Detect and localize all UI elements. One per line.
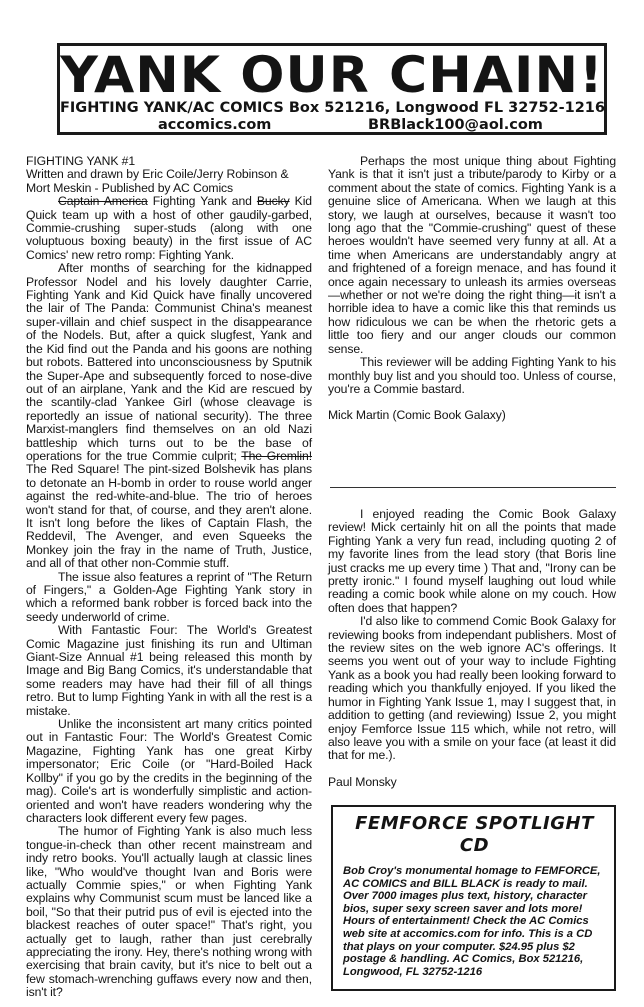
letter-column — [328, 508, 616, 789]
review-credits: Written and drawn by Eric Coile/Jerry Robinson & Mort Meskin - Published by AC Comics — [26, 167, 289, 195]
website-link[interactable]: accomics.com — [158, 117, 272, 133]
review-paragraph-1: Captain America Fighting Yank and Bucky Kid Quick team up with a host of other gaudily-garbed, Commie-crushing super-studs (along with one voluptuous boxing beauty) in the first issue of AC Comics' new retro romp: Fighting Yank. — [26, 194, 312, 262]
ad-body: Bob Croy's monumental homage to FEMFORCE, AC COMICS and BILL BLACK is ready to mail. Over 7000 images plus text, history, character bios, super sexy screen saver and lots more! Hours of entertainment! Check the AC Comics web site at accomics.com for info. This is a CD that plays on your computer. $24.95 plus $2 postage & handling. AC Comics, Box 521216, Longwood, FL 32752-1216 — [343, 865, 601, 978]
review-paragraph-4: With Fantastic Four: The World's Greatest Comic Magazine just finishing its run and Ultiman Giant-Size Annual #1 being released this month by Image and Big Bang Comics, it's understandable that some readers may have had their fill of all things retro. But to lump Fighting Yank in with all the rest is a mistake. — [26, 623, 312, 718]
review-paragraph-6: The humor of Fighting Yank is also much less tongue-in-check than other recent mainstream and indy retro books. You'll actually laugh at classic lines like, "Who would've thought Ivan and Boris were actually Commie spies," or when Fighting Yank explains why Communist scum must be lanced like a boil, "So that their putrid pus of evil is ejected into the blackest reaches of outer space!" That's right, you actually get to laugh, rather than just cerebrally appreciating the irony. Hey, there's nothing wrong with exercising that brain cavity, but it's nice to belt out a few stomach-wrenching guffaws every now and then, isn't it? — [26, 824, 312, 1000]
review-column-left — [26, 155, 312, 1000]
address-line: FIGHTING YANK/AC COMICS Box 521216, Longwood FL 32752-1216 — [60, 100, 605, 116]
masthead-box — [57, 43, 607, 135]
email-link[interactable]: BRBlack100@aol.com — [368, 117, 543, 133]
letter-paragraph-2: I'd also like to commend Comic Book Galaxy for reviewing books from independant publishers. Most of the review sites on the web ignore AC's offerings. It seems you went out of your way to include Fighting Yank as a book you had really been looking forward to reading which you thankfully enjoyed. If you liked the humor in Fighting Yank Issue 1, may I suggest that, in addition to getting (and reviewing) Issue 2, you might enjoy Femforce Issue 115 which, while not retro, will also leave you with a smile on your face (at least it did that for me.). — [328, 614, 616, 763]
struck-text-captain-america: Captain America — [58, 194, 148, 209]
review-title: FIGHTING YANK #1 — [26, 154, 136, 168]
letter-signature: Paul Monsky — [328, 774, 397, 789]
section-divider — [330, 487, 616, 488]
review-paragraph-2: After months of searching for the kidnapped Professor Nodel and his lovely daughter Carrie, Fighting Yank and Kid Quick have finally uncovered the lair of The Panda: Communist China's meanest super-villain and chief suspect in the disappearance of the Nodels. But, after a quick slugfest, Yank and the Kid find out the Panda and his goons are nothing but robots. Battered into unconsciousness by Sputnik the Super-Ape and subsequently forced to nose-dive out of an airplane, Yank and the Kid are rescued by the scantily-clad Yankee Girl (whose cleavage is reportedly an issue of national security). The three Marxist-manglers find themselves on an old Nazi battleship which turns out to be the base of operations for the true Commie culprit; The Gremlin! The Red Square! The pint-sized Bolshevik has plans to detonate an H-bomb in order to rouse world anger against the red-white-and-blue. The trio of heroes won't stand for that, of course, and they aren't alone. It isn't long before the likes of Captain Flash, the Reddevil, The Avenger, and even Squeeks the Monkey join the fray in the name of Truth, Justice, and all of that other non-Commie stuff. — [26, 261, 312, 571]
review-paragraph-8: This reviewer will be adding Fighting Yank to his monthly buy list and you should too. Unless of course, you're a Commie bastard. — [328, 355, 616, 396]
struck-text-bucky: Bucky — [256, 194, 290, 209]
review-signature: Mick Martin (Comic Book Galaxy) — [328, 408, 506, 423]
letter-paragraph-1: I enjoyed reading the Comic Book Galaxy review! Mick certainly hit on all the points that made Fighting Yank a very fun read, including quoting 2 of my favorite lines from the lead story (that Boris line just cracks me up every time ) That and, "Irony can be pretty ironic." I found myself laughing out loud while reading a comic book while alone on my couch. How often does that happen? — [328, 507, 616, 615]
femforce-ad-box — [331, 805, 616, 991]
ad-title: FEMFORCE SPOTLIGHT CD — [355, 813, 594, 856]
review-paragraph-7: Perhaps the most unique thing about Fighting Yank is that it isn't just a tribute/parody to Kirby or a comment about the state of comics. Fighting Yank is a genuine slice of Americana. When we laugh at this story, we laugh at ourselves, because it wasn't too long ago that the "Commie-crushing" quest of these heroes wouldn't have seemed very funny at all. At a time when Americans are understandably angry at and frightened of a foreign menace, and has found it once again necessary to unleash its armies overseas—whether or not we're doing the right thing—it isn't a horrible idea to have a comic like this that reminds us how ridiculous we can be when the rhetoric gets a little too fiery and our anger clouds our common sense. — [328, 154, 616, 356]
page-title: YANK OUR CHAIN! — [60, 46, 604, 104]
struck-text-gremlin: The Gremlin! — [241, 448, 312, 463]
contact-line — [60, 117, 604, 134]
review-paragraph-5: Unlike the inconsistent art many critics pointed out in Fantastic Four: The World's Greatest Comic Magazine, Fighting Yank has one great Kirby impersonator; Eric Coile (or "Hard-Boiled Hack Kollby" if you go by the credits in the beginning of the mag). Coile's art is wonderfully simplistic and action-oriented and won't have readers wondering why the characters look different every few pages. — [26, 717, 312, 825]
review-column-right — [328, 155, 616, 423]
review-paragraph-3: The issue also features a reprint of "The Return of Fingers," a Golden-Age Fighting Yank story in which a reformed bank robber is forced back into the seedy underworld of crime. — [26, 569, 312, 624]
